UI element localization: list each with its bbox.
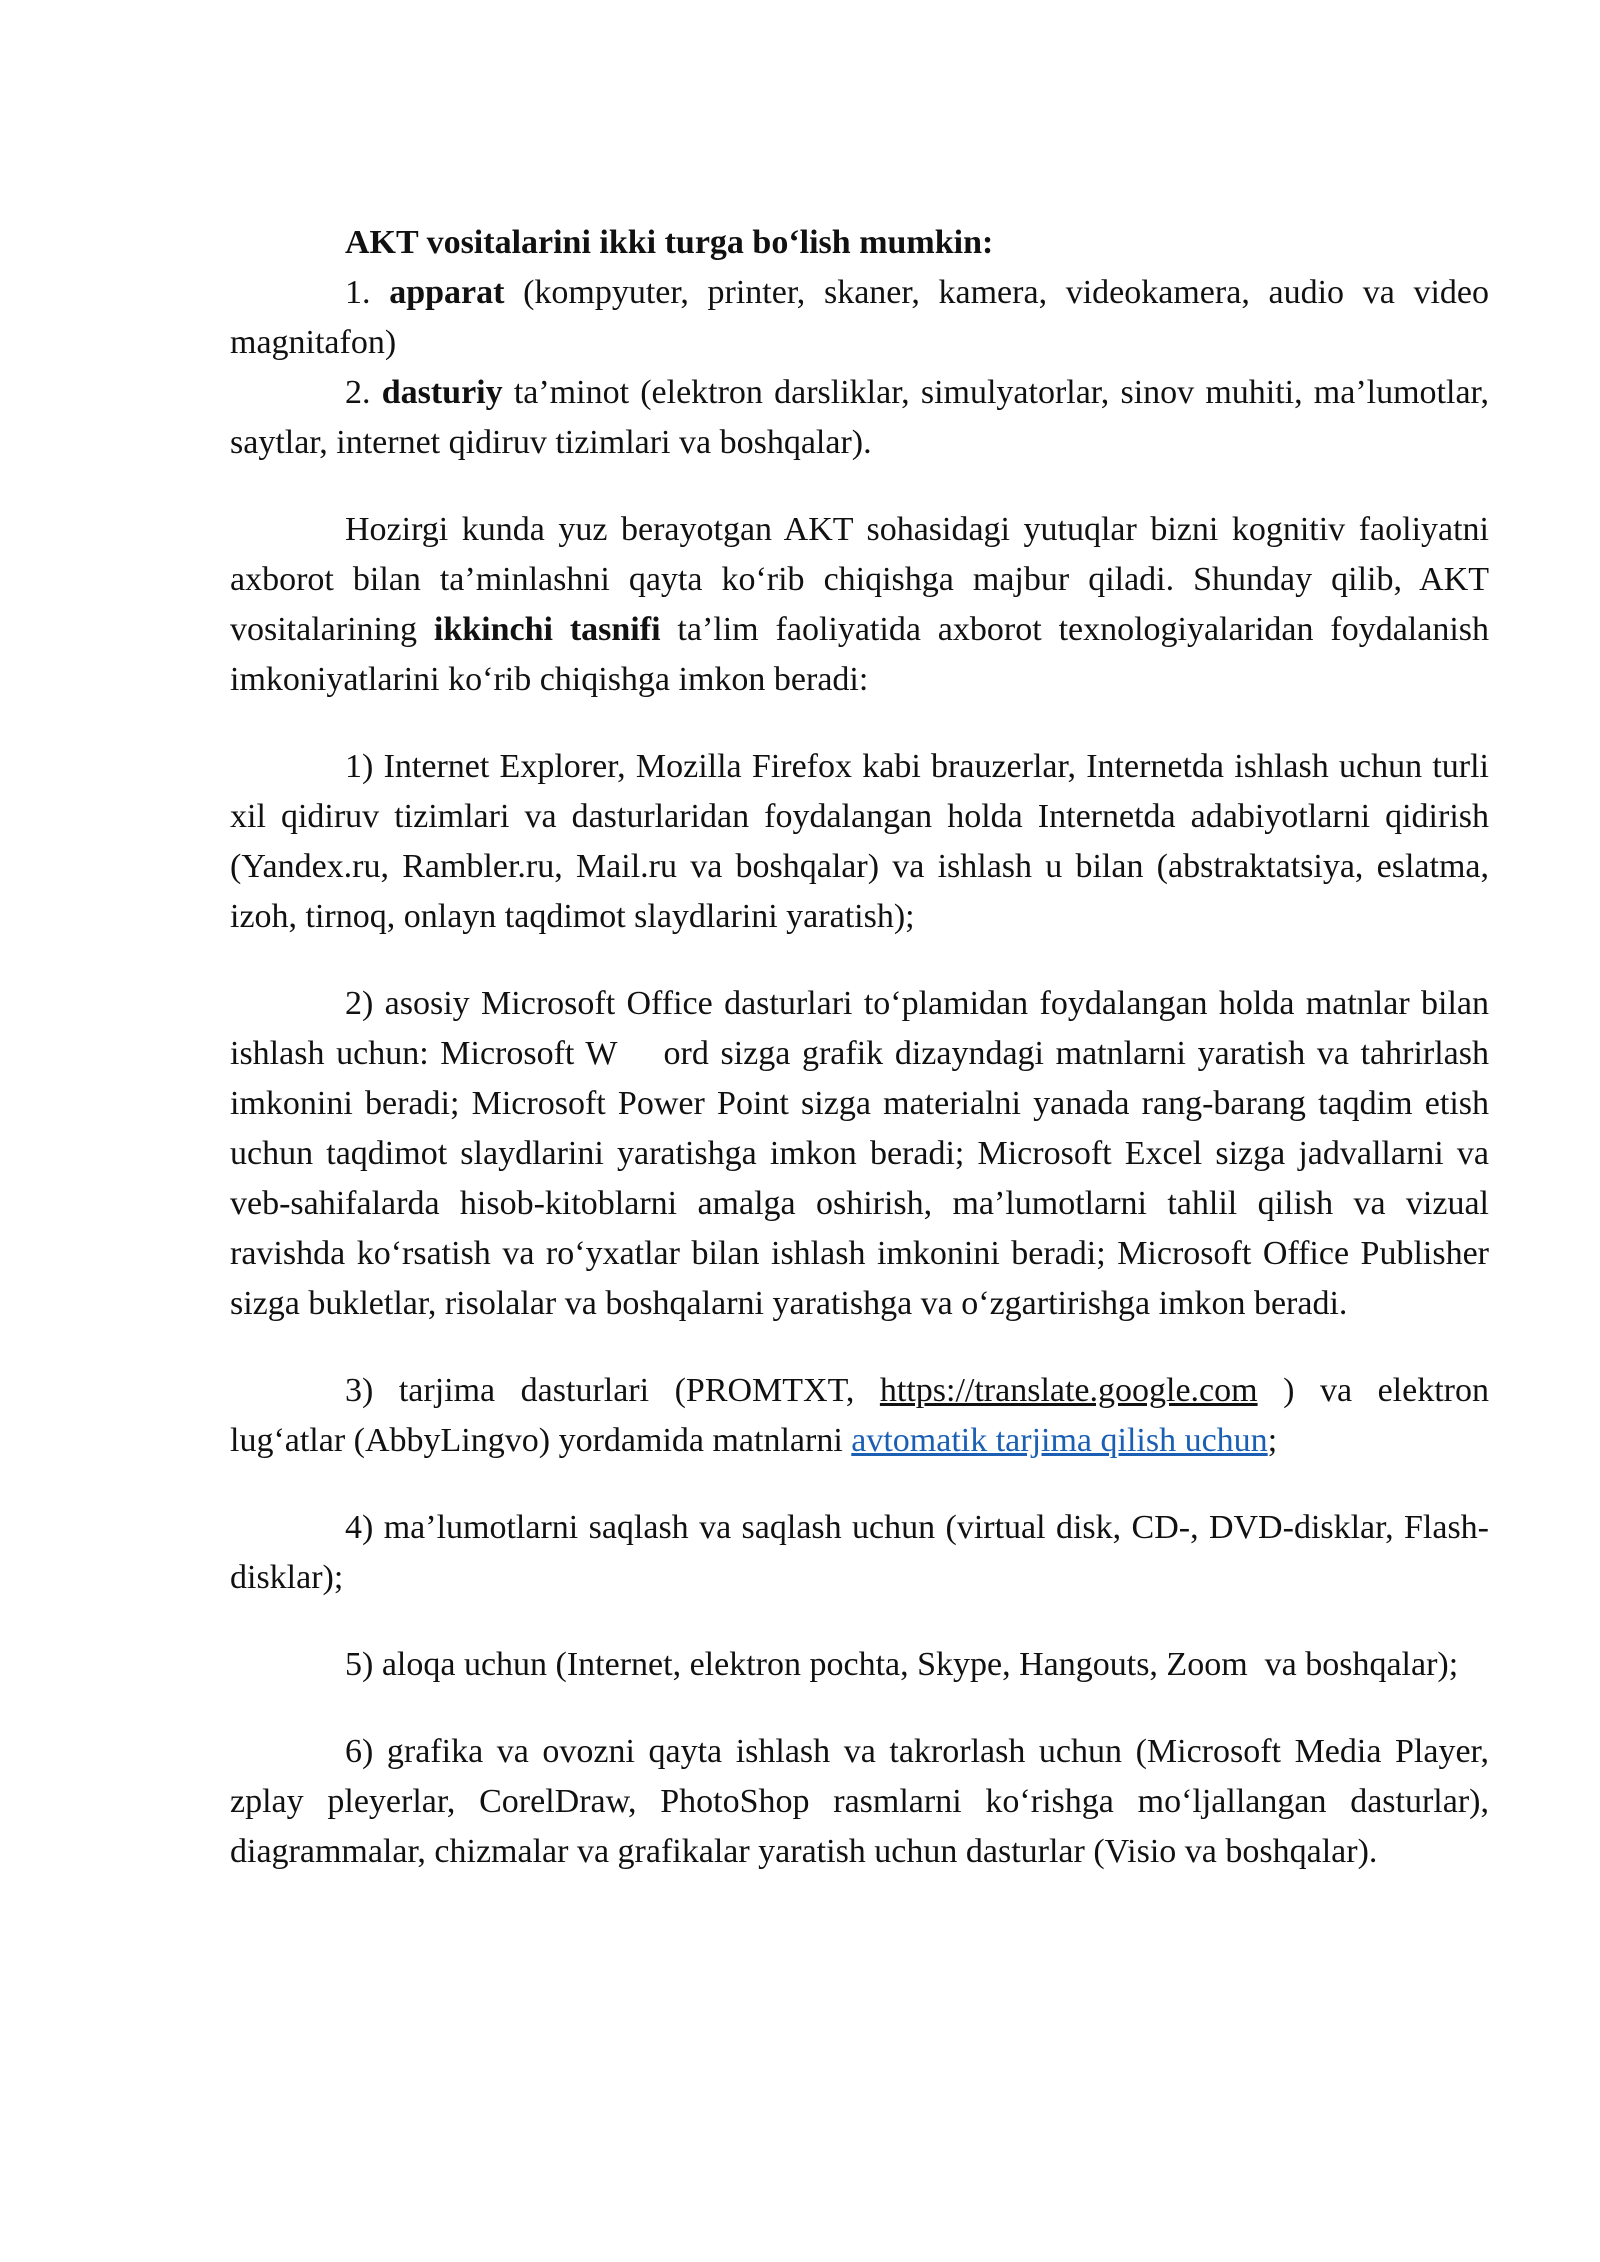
- document-body: [230, 218, 1498, 1877]
- term-apparat: apparat: [389, 274, 505, 311]
- list-item-apparat: [230, 268, 1489, 368]
- translate-url-link[interactable]: https://translate.google.com: [879, 1372, 1258, 1409]
- list-item-3: [230, 1366, 1489, 1466]
- term-dasturiy: dasturiy: [381, 374, 503, 411]
- list-item-5: 5) aloqa uchun (Internet, elektron pochta, Skype, Hangouts, Zoom va boshqalar);: [345, 1646, 1459, 1683]
- item-text: (kompyuter, printer, skaner, kamera, videokamera, audio va video magnitafon): [230, 274, 1490, 361]
- item-number: 2.: [345, 374, 382, 411]
- term-ikkinchi-tasnifi: ikkinchi tasnifi: [433, 611, 661, 648]
- item-text: ;: [1267, 1422, 1278, 1459]
- paragraph-text: ta’lim faoliyatida axborot texnologiyalaridan foydalanish imkoniyatlarini ko‘rib chiqishga imkon beradi:: [230, 611, 1490, 698]
- list-item-2: 2) asosiy Microsoft Office dasturlari to‘plamidan foydalangan holda matnlar bilan ishlash uchun: Microsoft W ord sizga grafik dizayndagi matnlarni yaratish va tahrirlash imkonini beradi; Microsoft Power Point sizga materialni yanada rang-barang taqdim etish uchun taqdimot slaydlarini yaratishga imkon beradi; Microsoft Excel sizga jadvallarni va veb-sahifalarda hisob-kitoblarni amalga oshirish, ma’lumotlarni tahlil qilish va vizual ravishda ko‘rsatish va ro‘yxatlar bilan ishlash imkonini beradi; Microsoft Office Publisher sizga bukletlar, risolalar va boshqalarni yaratishga va o‘zgartirishga imkon beradi.: [230, 985, 1498, 1322]
- paragraph-text: Hozirgi kunda yuz berayotgan AKT sohasidagi yutuqlar bizni kognitiv faoliyatni axborot bilan ta’minlashni qayta ko‘rib chiqishga majbur qiladi. Shunday qilib, AKT vositalarining: [230, 511, 1489, 648]
- auto-translate-link[interactable]: avtomatik tarjima qilish uchun: [851, 1422, 1268, 1459]
- paragraph-intro: [230, 505, 1489, 705]
- list-item-4: 4) ma’lumotlarni saqlash va saqlash uchun (virtual disk, CD-, DVD-disklar, Flash-disklar);: [230, 1509, 1489, 1596]
- item-text: ) va elektron lug‘atlar (AbbyLingvo) yordamida matnlarni: [230, 1372, 1489, 1459]
- list-item-6: 6) grafika va ovozni qayta ishlash va takrorlash uchun (Microsoft Media Player, zplay pleyerlar, CorelDraw, PhotoShop rasmlarni ko‘rishga mo‘ljallangan dasturlar), diagrammalar, chizmalar va grafikalar yaratish uchun dasturlar (Visio va boshqalar).: [230, 1733, 1489, 1870]
- item-text: 3) tarjima dasturlari (PROMTXT,: [345, 1372, 880, 1409]
- item-text: ta’minot (elektron darsliklar, simulyatorlar, sinov muhiti, ma’lumotlar, saytlar, internet qidiruv tizimlari va boshqalar).: [230, 374, 1490, 461]
- item-number: 1.: [345, 274, 390, 311]
- section-heading: AKT vositalarini ikki turga bo‘lish mumkin:: [345, 224, 994, 261]
- list-item-dasturiy: [230, 368, 1489, 468]
- list-item-1: 1) Internet Explorer, Mozilla Firefox kabi brauzerlar, Internetda ishlash uchun turli xil qidiruv tizimlari va dasturlaridan foydalangan holda Internetda adabiyotlarni qidirish (Yandex.ru, Rambler.ru, Mail.ru va boshqalar) va ishlash u bilan (abstraktatsiya, eslatma, izoh, tirnoq, onlayn taqdimot slaydlarini yaratish);: [230, 748, 1489, 935]
